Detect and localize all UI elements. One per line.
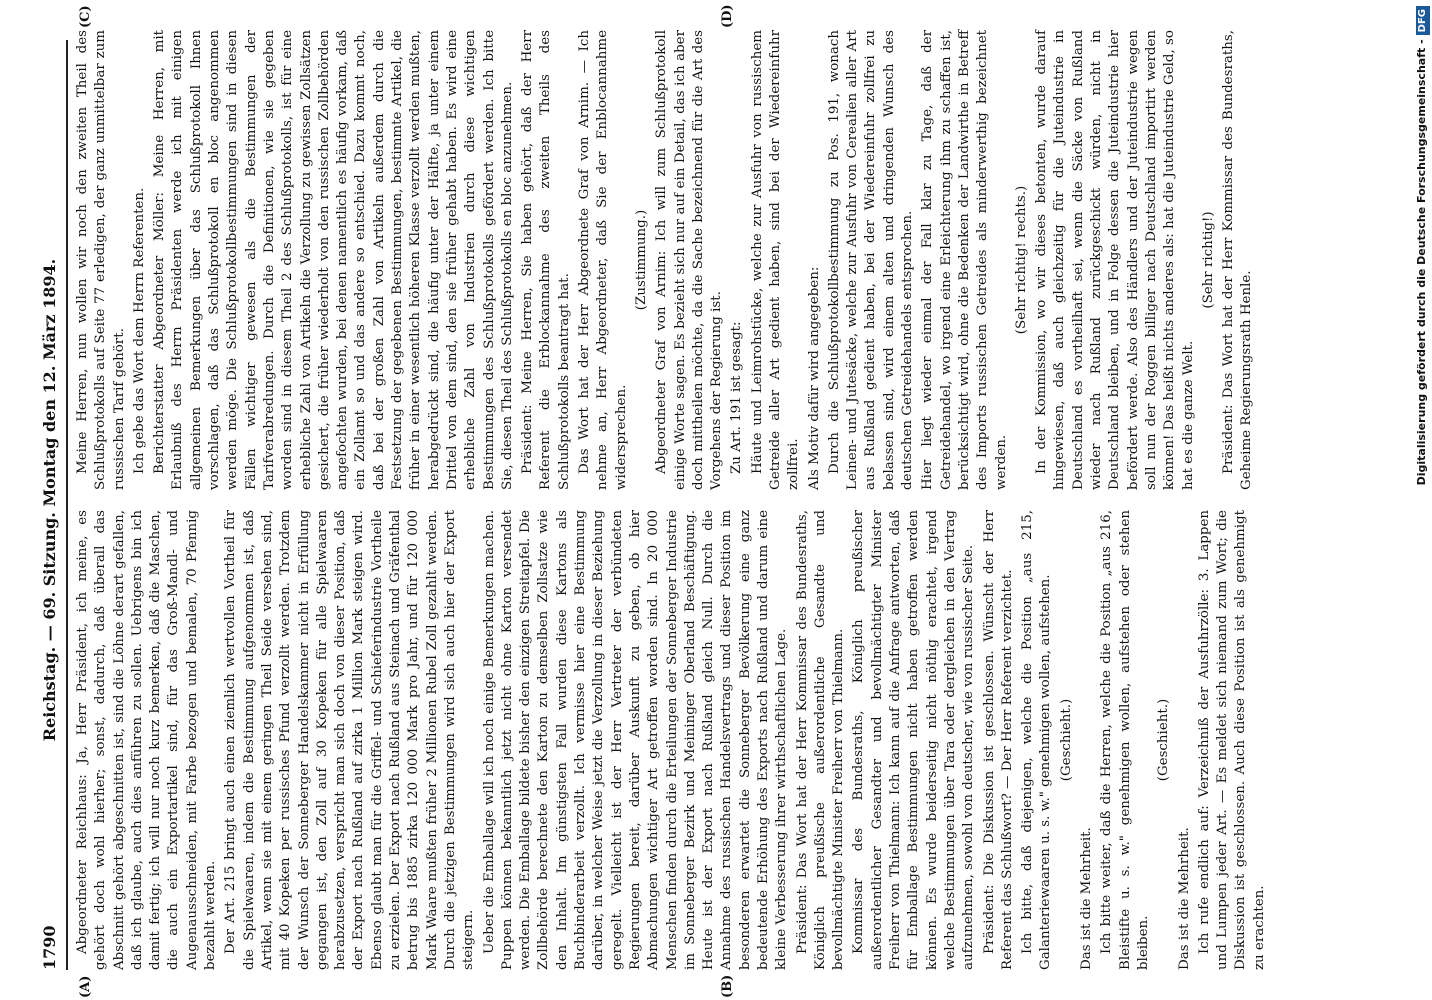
paragraph: Präsident: Meine Herren, Sie haben gehört, daß der Herr Referent die Erblockannahme des zweiten Theils des Schlußprotokolls beantragt hat. [520,30,572,490]
left-column [74,510,1271,970]
paragraph: Kommissar des Bundesraths, Königlich preußischer außerordentlicher Gesandter und bevollmächtigter Minister Freiherr von Thielmann: Ich kann auf die Anfrage antworten, daß für Emballage Bestimmungen nicht haben getroffen werden können. Es wurde beiderseitig nicht nöthig erachtet, irgend welche Bestimmungen über Tara oder dergleichen in den Vertrag aufzunehmen, sowohl von deutscher, wie von russischer Seite. [851,510,977,970]
paragraph: Das Wort hat der Herr Abgeordnete Graf von Arnim. — Ich nehme an, Herr Abgeordneter, daß Sie der Enblocannahme widersprechen. [577,30,629,490]
paragraph: Hier liegt wieder einmal der Fall klar zu Tage, daß der Getreidehandel, wo irgend eine Erleichterung ihm zu schaffen ist, berücksichtigt wird, ohne die Bedenken der Landwirthe in Betreff des Imports russischen Getreides als minderwerthig bezeichnet werden. [920,30,1009,490]
stage-direction: (Zustimmung.) [633,209,649,311]
paragraph: Ich rufe endlich auf: Verzeichniß der Ausfuhrzölle: 3. Lappen und Lumpen jeder Art. — Es meldet sich niemand zum Wort; die Diskussion ist geschlossen. Auch diese Position ist als genehmigt zu erachten. [1196,510,1267,970]
quotation: Häute und Leimrohstücke, welche zur Ausfuhr von russischem Getreide aller Art gedient haben, sind bei der Wiedereinfuhr zollfrei. [749,30,802,490]
paragraph: Der Art. 215 bringt auch einen ziemlich wertvollen Vortheil für die Spielwaaren, indem die Bestimmung aufgenommen ist, daß Artikel, wenn sie mit einem geringen Theil Seide versehen sind, mit 40 Kopeken per russisches Pfund verzollt werden. Trotzdem der Wunsch der Sonneberger Handelskammer nicht in Erfüllung gegangen ist, den Zoll auf 30 Kopeken für alle Spielwaaren herabzusetzen, verspricht man sich doch von dieser Position, daß der Export nach Rußland auf zirka 1 Million Mark steigen wird. Ebenso glaubt man für die Griffel- und Schieferindustrie Vortheile zu erzielen. Der Export nach Rußland aus Steinach und Gräfenthal betrug bis 1885 zirka 120 000 Mark pro Jahr, und für 120 000 Mark Waare mußten früher 2 Millionen Rubel Zoll gezahlt werden. Durch die jetzigen Bestimmungen wird sich auch hier der Export steigern. [223,510,477,970]
paragraph: Abgeordneter Graf von Arnim: Ich will zum Schlußprotokoll einige Worte sagen. Es bezieht sich nur auf ein Detail, das ich aber doch mittheilen möchte, da die Sache bezeichnend für die Art des Vorgehens der Regierung ist. [654,30,725,490]
right-column [74,30,1259,490]
margin-marker-a: (A) [78,975,93,998]
paragraph: Berichterstatter Abgeordneter Möller: Meine Herren, mit Erlaubniß des Herrn Präsidenten werde ich mit einigen allgemeinen Bemerkungen über das Schlußprotokoll Ihnen vorschlagen, daß das Schlußprotokoll en bloc angenommen werden möge. Die Schlußprotokollbestimmungen sind in diesen Fällen wichtiger gewesen als die Bestimmungen der Tarifverabredungen. Durch die Definitionen, wie sie gegeben worden sind in diesem Theil 2 des Schlußprotokolls, ist für eine erhebliche Zahl von Artikeln die Verzollung zu gewissen Zollsätzen gesichert, die früher wiederholt von den russischen Zollbehörden angefochten wurden, bei denen namentlich es häufig vorkam, daß ein Zollamt so und das andere so entschied. Dazu kommt noch, daß bei der großen Zahl von Artikeln außerdem durch die Festsetzung der gegebenen Bestimmungen, bestimmte Artikel, die früher in einer wesentlich höheren Klasse verzollt werden mußten, herabgedrückt sind, die häufig unter der Hälfte, ja unter einem Drittel von dem sind, den sie früher gehabt haben. Es wird eine erhebliche Zahl von Industrien durch diese wichtigen Bestimmungen des Schlußprotokolls gefördert werden. Ich bitte Sie, diesen Theil des Schlußprotokolls en bloc anzunehmen. [152,30,515,490]
quotation: Durch die Schlußprotokollbestimmung zu Pos. 191, wonach Leinen- und Jutesäcke, welche zur Ausfuhr von Cerealien aller Art aus Rußland gedient haben, bei der Wiedereinfuhr zollfrei zu belassen sind, wird einem alten und dringenden Wunsch des deutschen Getreidehandels entsprochen. [826,30,916,490]
paragraph: In der Kommission, wo wir dieses betonten, wurde darauf hingewiesen, daß auch gleichzeitig für die Juteindustrie in Deutschland es vortheilhaft sei, wenn die Säcke von Rußland wieder nach Rußland zurückgeschickt würden, nicht in Deutschland bleiben, und in Folge dessen die Juteindustrie hier befördert werde. Also des Händlers und der Juteindustrie wegen soll nun der Roggen billiger nach Deutschland importirt werden können! Das heißt nichts anderes als: hat die Juteindustrie Geld, so hat es die ganze Welt. [1034,30,1196,490]
margin-marker-d: (D) [720,4,735,28]
header-rule [66,40,68,970]
paragraph: Das ist die Mehrheit. [1079,827,1095,970]
paragraph: Präsident: Das Wort hat der Herr Kommissar des Bundesraths, Königlich preußische außerordentliche Gesandte und bevollmächtigte Minister Freiherr von Thielmann. [794,510,847,970]
running-title: Reichstag. — 69. Sitzung. Montag den 12. März 1894. [40,258,59,742]
margin-marker-c: (C) [78,5,93,28]
digitization-credit [1412,0,1432,1000]
paragraph: Zu Art. 191 ist gesagt: [729,321,745,474]
paragraph: Ich bitte, daß diejenigen, welche die Position „aus 215, Galanteriewaaren u. s. w." genehmigen wollen, aufstehen. [1020,510,1054,970]
stage-direction: (Geschieht.) [1156,698,1172,782]
paragraph: Abgeordneter Reichhaus: Ja, Herr Präsident, ich meine, es gehört doch wohl hierher; sonst, dadurch, daß überall das Abschnitt gehört abgeschnitten ist, sind die Löhne derart gefallen, daß ich glaube, auch dies anführen zu sollen. Uebrigens bin ich damit fertig; ich will nur noch kurz bemerken, daß die Maschen, die auch ein Exportartikel sind, für das Groß-Mandl- und Augenausschneiden, mit Farbe bezogen und bemalen, 70 Pfennig bezahlt werden. [75,510,219,970]
page-number: 1790 [40,925,59,970]
paragraph: Meine Herren, nun wollen wir noch den zweiten Theil des Schlußprotokolls auf Seite 77 erledigen, der ganz unmittelbar zum russischen Tarif gehört. [75,30,127,490]
paragraph: Das ist die Mehrheit. [1176,827,1192,970]
paragraph: Ich gebe das Wort dem Herrn Referenten. [131,187,147,474]
paragraph: Ueber die Emballage will ich noch einige Bemerkungen machen. Puppen können bekanntlich jetzt nicht ohne Karton versendet werden. Die Emballage bildete bisher den einzigen Streitapfel. Die Zollbehörde berechnete den Karton zu demselben Zollsatze wie den Inhalt. Im günstigsten Fall wurden diese Kartons als Buchbinderarbeit verzollt. Ich vermisse hier eine Bestimmung darüber, in welcher Weise jetzt die Verzollung in dieser Beziehung geregelt. Vielleicht ist der Herr Vertreter der verbündeten Regierungen bereit, darüber Auskunft zu geben, ob hier Abmachungen wichtiger Art getroffen worden sind. In 20 000 Menschen finden durch die Erteilungen der Sonneberger Industrie im Sonneberger Bezirk und Meininger Oberland Beschäftigung. Heute ist der Export nach Rußland gleich Null. Durch die Annahme des russischen Handelsvertrags und dieser Position im besonderen erwartet die Sonneberger Bevölkerung eine ganz bedeutende Erhöhung des Exports nach Rußland und darum eine kleine Verbesserung ihrer wirthschaftlichen Lage. [481,510,790,970]
dfg-logo: DFG [1416,6,1430,35]
credit-text: Digitalisierung gefördert durch die Deutsche Forschungsgemeinschaft - [1415,39,1428,486]
stage-direction: (Sehr richtig! rechts.) [1013,185,1029,335]
paragraph: Als Motiv dafür wird angegeben: [806,266,822,490]
stage-direction: (Sehr richtig!) [1200,211,1216,309]
paragraph: Präsident: Die Diskussion ist geschlossen. Wünscht der Herr Referent das Schlußwort? — Der Herr Referent verzichtet. [981,510,1015,970]
stage-direction: (Geschieht.) [1058,698,1074,782]
paragraph: Präsident: Das Wort hat der Herr Kommissar des Bundesraths, Geheime Regierungsrath Henle. [1221,30,1255,490]
page-header [40,30,66,970]
paragraph: Ich bitte weiter, daß die Herren, welche die Position „aus 216, Bleistifte u. s. w." genehmigen wollen, aufstehen oder stehen bleiben. [1099,510,1151,970]
margin-marker-b: (B) [720,974,735,998]
